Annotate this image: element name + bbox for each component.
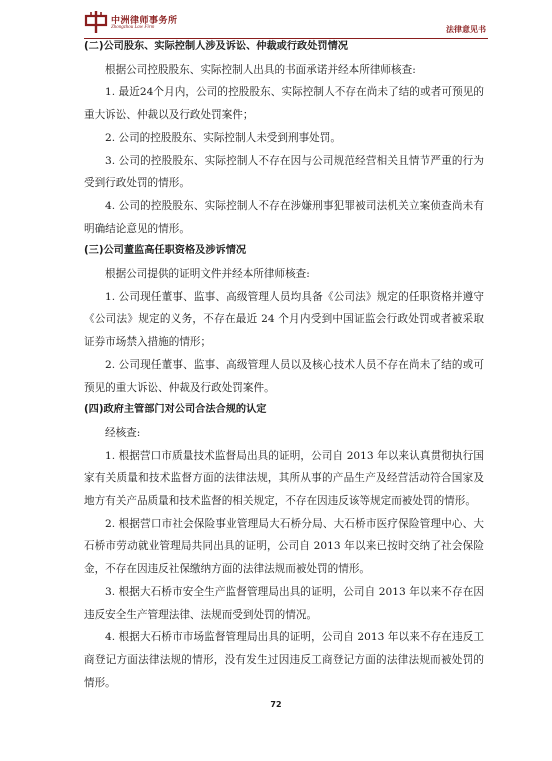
paragraph: 3. 根据大石桥市安全生产监督管理局出具的证明，公司自 2013 年以来不存在因违反安全生产管理法律、法规而受到处罚的情况。 — [84, 585, 484, 621]
paragraph: 4. 公司的控股股东、实际控制人不存在涉嫌刑事犯罪被司法机关立案侦查尚未有明确结论意见的情形。 — [84, 199, 484, 235]
document-type: 法律意见书 — [446, 25, 486, 34]
paragraph: 2. 公司的控股股东、实际控制人未受到刑事处罚。 — [105, 131, 341, 144]
paragraph: 3. 公司的控股股东、实际控制人不存在因与公司规范经营相关且情节严重的行为受到行政处罚的情形。 — [84, 154, 484, 190]
firm-logo — [84, 10, 108, 38]
document-body — [84, 36, 484, 694]
paragraph: 4. 根据大石桥市市场监督管理局出具的证明，公司自 2013 年以来不存在违反工商登记方面法律法规的情形，没有发生过因违反工商登记方面的法律法规而被处罚的情形。 — [84, 631, 484, 689]
paragraph: 1. 最近24个月内，公司的控股股东、实际控制人不存在尚未了结的或者可预见的重大诉讼、仲裁以及行政处罚案件； — [84, 86, 484, 122]
paragraph: 2. 公司现任董事、监事、高级管理人员以及核心技术人员不存在尚未了结的或可预见的重大诉讼、仲裁及行政处罚案件。 — [84, 358, 484, 394]
firm-logo-icon — [84, 10, 108, 34]
paragraph: 1. 根据营口市质量技术监督局出具的证明，公司自 2013 年以来认真贯彻执行国家有关质量和技术监督方面的法律法规，其所从事的产品生产及经营活动符合国家及地方有关产品质量和技术监督的相关规定，不存在因违反该等规定而被处罚的情形。 — [84, 449, 484, 508]
section-heading: (三)公司董监高任职资格及涉诉情况 — [84, 245, 247, 257]
firm-name-en: Zhongzhou Law Firm — [111, 25, 155, 30]
section-heading: (二)公司股东、实际控制人涉及诉讼、仲裁或行政处罚情况 — [84, 41, 348, 52]
section-heading: (四)政府主管部门对公司合法合规的认定 — [84, 404, 267, 416]
paragraph: 1. 公司现任董事、监事、高级管理人员均具备《公司法》规定的任职资格并遵守《公司法》规定的义务，不存在最近 24 个月内受到中国证监会行政处罚或者被采取证券市场禁入措施的情形； — [84, 290, 484, 349]
paragraph: 根据公司控股股东、实际控制人出具的书面承诺并经本所律师核查: — [105, 63, 416, 76]
paragraph: 经核查: — [105, 426, 141, 439]
page-number: 72 — [270, 700, 282, 709]
paragraph: 根据公司提供的证明文件并经本所律师核查: — [105, 268, 310, 281]
paragraph: 2. 根据营口市社会保险事业管理局大石桥分局、大石桥市医疗保险管理中心、大石桥市劳动就业管理局共同出具的证明，公司自 2013 年以来已按时交纳了社会保险金，不存在因违反社保缴纳方面的法律法规而被处罚的情形。 — [84, 517, 484, 576]
firm-name: 中洲律师事务所 — [111, 16, 178, 26]
